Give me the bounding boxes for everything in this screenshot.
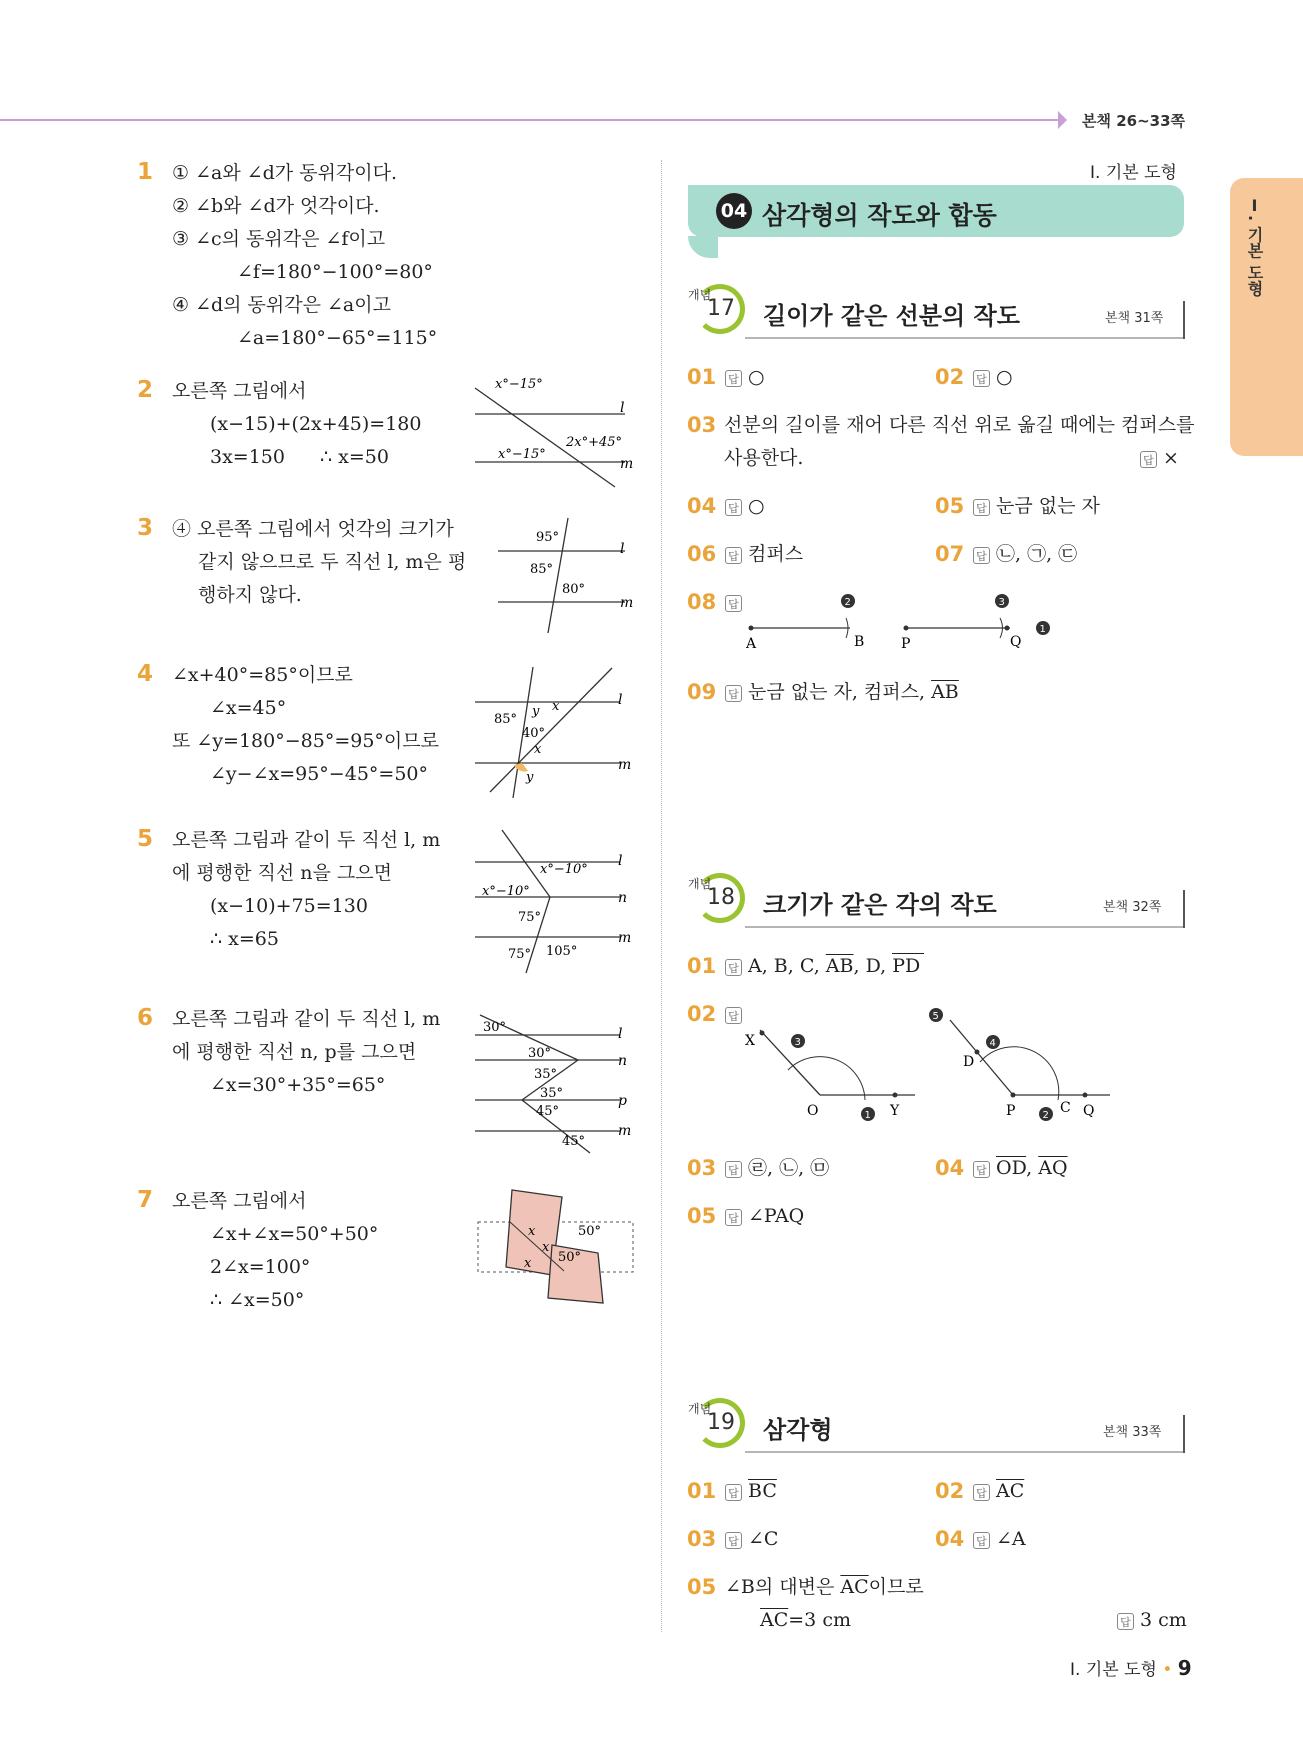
answer-icon: 답 [973,370,990,387]
p6-line-3: ∠x=30°+35°=65° [210,1074,386,1096]
column-divider [661,160,662,1632]
svg-text:50°: 50° [578,1224,602,1239]
concept-title-19: 삼각형 [763,1416,833,1444]
footer-dot: • [1162,1660,1173,1680]
svg-text:80°: 80° [562,582,586,597]
svg-text:x: x [534,742,542,757]
p5-line-4: ∴ x=65 [210,928,279,950]
header-arrow-icon [1058,111,1067,129]
p1-line-6: ∠a=180°−65°=115° [237,327,438,349]
p5-line-3: (x−10)+75=130 [210,895,368,917]
concept-title-17: 길이가 같은 선분의 작도 [763,302,1020,330]
p4-figure [470,665,640,800]
answer-icon: 답 [725,1161,742,1178]
ray-pd: PD [892,955,920,977]
c19-q01-number: 01 [687,1479,717,1503]
section-title: 삼각형의 작도와 합동 [762,201,997,230]
c19-q05-answer: 답 3 cm [1117,1609,1187,1631]
c19-q04-number: 04 [935,1527,965,1551]
svg-text:1: 1 [1039,624,1046,635]
svg-text:n: n [618,890,628,906]
p6-line-1: 오른쪽 그림과 같이 두 직선 l, m [172,1008,441,1030]
svg-text:y: y [526,770,534,785]
svg-text:x°−15°: x°−15° [498,447,546,462]
p5-line-1: 오른쪽 그림과 같이 두 직선 l, m [172,829,441,851]
c17-q04-number: 04 [687,494,717,518]
concept-number-19: 19 [707,1410,735,1435]
c18-q02-figure [740,1000,1120,1130]
svg-text:B: B [854,634,865,650]
p1-line-4: ∠f=180°−100°=80° [237,261,433,283]
svg-text:75°: 75° [518,910,542,925]
svg-text:p: p [618,1093,627,1109]
svg-text:85°: 85° [530,562,554,577]
concept-tag-17: 개념 [688,288,712,302]
concept-ref-19: 본책 33쪽 [1103,1425,1162,1440]
c17-q07-number: 07 [935,542,965,566]
svg-text:m: m [618,1123,632,1139]
svg-text:l: l [620,400,625,416]
concept-bracket-18 [1183,890,1185,928]
c17-q02-number: 02 [935,365,965,389]
p3-line-2: 같지 않으므로 두 직선 l, m은 평 [198,551,467,573]
answer-icon: 답 [1117,1613,1134,1630]
p6-figure [470,1005,640,1155]
answer-icon: 답 [725,499,742,516]
svg-text:40°: 40° [522,726,546,741]
problem-number-6: 6 [137,1005,154,1031]
p2-line-1: 오른쪽 그림에서 [172,380,307,402]
answer-icon: 답 [725,547,742,564]
c18-q01-number: 01 [687,954,717,978]
answer-icon: 답 [725,959,742,976]
c17-q07-answer: 답 ㉡, ㉠, ㉢ [973,543,1077,565]
problem-number-7: 7 [137,1187,154,1213]
svg-text:D: D [963,1054,975,1070]
side-tab-label: Ⅰ. 기본 도형 [1245,196,1264,297]
concept-tag-18: 개념 [688,877,712,891]
answer-icon: 답 [1140,451,1157,468]
svg-text:l: l [618,692,623,708]
svg-text:5: 5 [932,1011,939,1022]
p4-line-1: ∠x+40°=85°이므로 [172,664,353,686]
svg-text:2x°+45°: 2x°+45° [566,435,623,450]
c18-q05-number: 05 [687,1204,717,1228]
c19-q05-line-2: $\overline{AC}=3$ cm [760,1609,851,1631]
concept-tag-19: 개념 [688,1402,712,1416]
p3-figure [490,515,640,635]
svg-text:x: x [524,1256,532,1271]
svg-text:Q: Q [1010,634,1022,650]
answer-icon: 답 [973,1161,990,1178]
concept-bracket-19 [1183,1415,1185,1453]
answer-icon: 답 [725,1007,742,1024]
c19-q05-line-1: ∠B의 대변은 $\overline{AC}$이므로 [725,1576,924,1598]
svg-text:x: x [542,1240,550,1255]
c17-q03-line-2: 사용한다. [724,447,804,469]
c17-q05-number: 05 [935,494,965,518]
svg-text:45°: 45° [536,1104,560,1119]
c18-q02-number: 02 [687,1002,717,1026]
svg-text:3: 3 [998,597,1005,608]
p2-line-3: 3x=150 [210,446,285,468]
svg-text:105°: 105° [546,944,578,959]
page-number: 9 [1177,1656,1192,1680]
answer-icon: 답 [973,1532,990,1549]
svg-text:m: m [620,595,634,611]
svg-text:45°: 45° [562,1134,586,1149]
answer-icon: 답 [973,499,990,516]
c18-q03-number: 03 [687,1156,717,1180]
svg-text:95°: 95° [536,530,560,545]
svg-text:y: y [532,704,540,719]
answer-icon: 답 [973,547,990,564]
concept-title-18: 크기가 같은 각의 작도 [763,891,997,919]
section-band-tail [688,236,718,258]
svg-text:2: 2 [1042,1110,1049,1121]
svg-text:O: O [807,1103,819,1119]
c17-q03-number: 03 [687,413,717,437]
svg-text:x: x [552,699,560,714]
c17-q09-answer: 답 눈금 없는 자, 컴퍼스, $\overline{AB}$ [725,681,959,703]
svg-text:x°−10°: x°−10° [482,884,530,899]
p7-line-4: ∴ ∠x=50° [210,1289,305,1311]
c17-q01-answer: 답 ○ [725,366,765,388]
c17-q06-number: 06 [687,542,717,566]
svg-text:A: A [746,636,757,652]
c19-q04-answer: 답 ∠A [973,1528,1026,1550]
c17-q09-number: 09 [687,680,717,704]
c17-q01-number: 01 [687,365,717,389]
c17-q03-line-1: 선분의 길이를 재어 다른 직선 위로 옮길 때에는 컴퍼스를 [724,414,1195,436]
c17-q04-answer: 답 ○ [725,495,765,517]
answer-icon: 답 [725,595,742,612]
c17-q08-number: 08 [687,590,717,614]
header-ref: 본책 26~33쪽 [1082,112,1186,130]
c17-q06-answer: 답 컴퍼스 [725,543,803,565]
p3-line-3: 행하지 않다. [198,584,302,606]
svg-text:m: m [618,757,632,773]
svg-text:50°: 50° [558,1250,582,1265]
p7-figure [470,1185,640,1305]
p1-line-5: ④ ∠d의 동위각은 ∠a이고 [172,294,391,316]
svg-text:30°: 30° [528,1046,552,1061]
svg-text:m: m [618,930,632,946]
p4-line-3: 또 ∠y=180°−85°=95°이므로 [172,730,439,752]
problem-number-1: 1 [137,159,154,185]
p6-line-2: 에 평행한 직선 n, p를 그으면 [172,1041,417,1063]
svg-text:l: l [618,853,623,869]
c18-q04-number: 04 [935,1156,965,1180]
svg-text:Y: Y [890,1103,900,1119]
c18-q05-answer: 답 ∠PAQ [725,1205,804,1227]
svg-text:30°: 30° [483,1020,507,1035]
svg-text:x: x [528,1224,536,1239]
c17-q05-answer: 답 눈금 없는 자 [973,495,1100,517]
concept-underline-19 [745,1451,1185,1453]
c17-q02-answer: 답 ○ [973,366,1013,388]
concept-underline-18 [745,926,1185,928]
c17-q03-answer: 답 × [1140,447,1179,469]
p4-line-2: ∠x=45° [210,697,287,719]
section-number: 04 [716,193,752,229]
header-line [0,119,1060,121]
svg-text:3: 3 [794,1037,801,1048]
c19-q05-number: 05 [687,1575,717,1599]
p1-line-1: ① ∠a와 ∠d가 동위각이다. [172,162,397,184]
concept-number-18: 18 [707,885,735,910]
p2-figure [470,370,640,490]
svg-text:x°−10°: x°−10° [540,862,588,877]
chapter-label: Ⅰ. 기본 도형 [1090,163,1177,183]
c18-q04-answer: 답 $\overline{OD}$, $\overline{AQ}$ [973,1157,1068,1179]
concept-number-17: 17 [707,296,735,321]
problem-number-3: 3 [137,515,154,541]
c19-q03-number: 03 [687,1527,717,1551]
svg-text:x°−15°: x°−15° [495,377,543,392]
c19-q02-answer: 답 $\overline{AC}$ [973,1480,1024,1502]
p7-line-3: 2∠x=100° [210,1256,311,1278]
p1-line-2: ② ∠b와 ∠d가 엇각이다. [172,195,380,217]
answer-icon: 답 [725,685,742,702]
svg-text:P: P [1006,1103,1016,1119]
c19-q03-answer: 답 ∠C [725,1528,778,1550]
answer-icon: 답 [725,1209,742,1226]
p7-line-2: ∠x+∠x=50°+50° [210,1223,379,1245]
answer-icon: 답 [725,1532,742,1549]
concept-underline-17 [745,337,1185,339]
p1-line-3: ③ ∠c의 동위각은 ∠f이고 [172,228,386,250]
answer-icon: 답 [725,370,742,387]
svg-text:Q: Q [1083,1103,1095,1119]
answer-icon: 답 [973,1484,990,1501]
svg-text:X: X [745,1033,755,1049]
footer-chapter: Ⅰ. 기본 도형 [1070,1660,1157,1680]
ray-arrow-icon [892,953,924,954]
concept-ref-17: 본책 31쪽 [1105,311,1164,326]
p2-line-4: ∴ x=50 [320,446,389,468]
svg-text:1: 1 [864,1110,871,1121]
svg-text:m: m [620,456,634,472]
svg-text:75°: 75° [508,947,532,962]
problem-number-2: 2 [137,377,154,403]
svg-text:85°: 85° [494,712,518,727]
c19-q01-answer: 답 $\overline{BC}$ [725,1480,777,1502]
p7-line-1: 오른쪽 그림에서 [172,1190,307,1212]
p4-line-4: ∠y−∠x=95°−45°=50° [210,763,428,785]
svg-text:2: 2 [844,597,851,608]
p5-line-2: 에 평행한 직선 n을 그으면 [172,862,392,884]
concept-bracket-17 [1183,301,1185,339]
svg-text:P: P [901,636,911,652]
svg-text:l: l [618,1026,623,1042]
svg-text:l: l [620,541,625,557]
c17-q08-figure [740,588,1060,654]
svg-text:4: 4 [989,1038,996,1049]
svg-text:35°: 35° [540,1086,564,1101]
footer [1070,1655,1192,1680]
answer-icon: 답 [725,1484,742,1501]
svg-text:35°: 35° [534,1067,558,1082]
c18-q03-answer: 답 ㉣, ㉡, ㉤ [725,1157,829,1179]
p5-figure [470,825,640,975]
problem-number-4: 4 [137,661,154,687]
c18-q01-answer: 답 A, B, C, $\overline{AB}$, D, PD [725,955,920,977]
svg-text:C: C [1060,1100,1071,1116]
p2-line-2: (x−15)+(2x+45)=180 [210,413,422,435]
concept-ref-18: 본책 32쪽 [1103,900,1162,915]
c19-q02-number: 02 [935,1479,965,1503]
p3-line-1: ④ 오른쪽 그림에서 엇각의 크기가 [172,518,454,540]
problem-number-5: 5 [137,826,154,852]
svg-text:n: n [618,1053,628,1069]
